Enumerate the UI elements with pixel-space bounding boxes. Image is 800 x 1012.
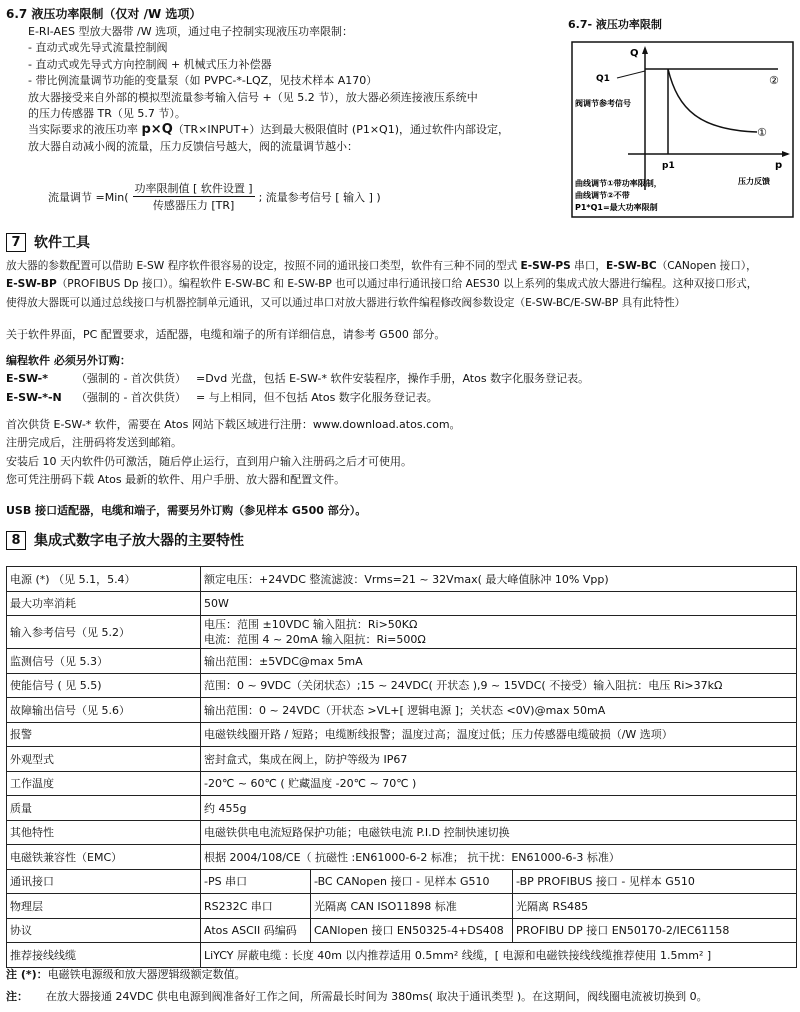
order-row xyxy=(6,389,438,407)
spec-label: 使能信号 ( 见 5.5) xyxy=(7,673,201,698)
note-2 xyxy=(6,988,708,1004)
table-row xyxy=(7,869,797,894)
text: p×Q xyxy=(141,122,173,138)
table-row xyxy=(7,722,797,747)
table-row xyxy=(7,698,797,723)
section-7-heading xyxy=(6,232,90,252)
para-line: 您可凭注册码下载 Atos 最新的软件、用户手册、放大器和配置文件。 xyxy=(6,472,346,486)
legend-line: 曲线调节②不带 xyxy=(575,191,630,200)
table-row xyxy=(7,943,797,968)
table-row xyxy=(7,567,797,592)
curve-1 xyxy=(668,69,757,132)
note-1 xyxy=(6,966,246,982)
section-6-7-body xyxy=(28,24,509,155)
note-label: 注 (*)： xyxy=(6,968,48,981)
para-line xyxy=(6,257,757,275)
table-row xyxy=(7,894,797,919)
order-code: E-SW-* xyxy=(6,372,48,385)
table-row xyxy=(7,820,797,845)
p-label: p xyxy=(775,160,783,171)
intro-line: E-RI-AES 型放大器带 /W 选项，通过电子控制实现液压功率限制： xyxy=(28,25,354,38)
curve-2-label: ② xyxy=(769,74,779,87)
usb-note: USB 接口适配器，电缆和端子，需要另外订购（参见样本 G500 部分）。 xyxy=(6,504,367,517)
spec-label: 报警 xyxy=(7,722,201,747)
spec-label: 通讯接口 xyxy=(7,869,201,894)
spec-value: 光隔离 RS485 xyxy=(513,894,797,919)
text: 串口， xyxy=(570,260,606,272)
specs-table xyxy=(6,566,797,968)
spec-label: 质量 xyxy=(7,796,201,821)
q1-label: Q1 xyxy=(596,74,610,84)
spec-value: 密封盒式，集成在阀上，防护等级为 IP67 xyxy=(201,747,797,772)
note-label: 注： xyxy=(6,990,28,1003)
p1-label: p1 xyxy=(662,161,675,171)
text: （CANopen 接口）， xyxy=(656,260,757,272)
para-line: 使得放大器既可以通过总线接口与机器控制单元通讯，又可以通过串口对放大器进行软件编程修改阀参数设定（E-SW-BC/E-SW-BP 具有此特性） xyxy=(6,296,686,309)
spec-label: 监测信号（见 5.3） xyxy=(7,649,201,674)
numerator: 功率限制值 [ 软件设置 ] xyxy=(134,182,253,195)
ref-signal-label: 阀调节参考信号 xyxy=(575,99,631,108)
spec-label: 最大功率消耗 xyxy=(7,591,201,616)
table-row xyxy=(7,845,797,870)
value-line: 电压：范围 ±10VDC 输入阻抗：Ri>50KΩ xyxy=(204,618,418,631)
intro-line: 放大器自动减小阀的流量，压力反馈信号越大，阀的流量调节越小： xyxy=(28,139,358,153)
table-row xyxy=(7,673,797,698)
spec-value xyxy=(201,616,797,649)
spec-value: 50W xyxy=(201,591,797,616)
text: （PROFIBUS Dp 接口）。编程软件 E-SW-BC 和 E-SW-BP 也可以通过串行通讯接口给 AES30 以上系列的集成式放大器进行编程。这种双接口形式， xyxy=(56,278,758,291)
spec-value: -20℃ ~ 60℃ ( 贮藏温度 -20℃ ~ 70℃ ) xyxy=(201,771,797,796)
formula-rhs: ; 流量参考信号 [ 输入 ] ) xyxy=(258,190,381,204)
order-desc: =Dvd 光盘，包括 E-SW-* 软件安装程序，操作手册，Atos 数字化服务登记表。 xyxy=(196,372,590,385)
intro-line: - 直动式或先导式流量控制阀 xyxy=(28,41,168,55)
text: 当实际要求的液压功率 xyxy=(28,123,142,137)
para-line: 首次供货 E-SW-* 软件，需要在 Atos 网站下载区域进行注册：www.download.atos.com。 xyxy=(6,418,461,431)
spec-value: 电磁铁供电电流短路保护功能；电磁铁电流 P.I.D 控制快速切换 xyxy=(201,820,797,845)
spec-value: PROFIBU DP 接口 EN50170-2/IEC61158 xyxy=(513,918,797,943)
spec-value: CANlopen 接口 EN50325-4+DS408 xyxy=(311,918,513,943)
spec-label: 故障输出信号（见 5.6） xyxy=(7,698,201,723)
text: E-SW-BP xyxy=(6,278,57,291)
spec-label: 协议 xyxy=(7,918,201,943)
section-6-7-title: 6.7 液压功率限制（仅对 /W 选项） xyxy=(6,7,202,21)
spec-value: 额定电压：+24VDC 整流滤波：Vrms=21 ~ 32Vmax( 最大峰值脉冲 10% Vpp) xyxy=(201,567,797,592)
para-line: 安装后 10 天内软件仍可激活，随后停止运行，直到用户输入注册码之后才可使用。 xyxy=(6,454,412,468)
spec-value: 输出范围：±5VDC@max 5mA xyxy=(201,649,797,674)
q-label: Q xyxy=(630,48,639,59)
intro-line: 放大器接受来自外部的模拟型流量参考输入信号 +（见 5.2 节），放大器必须连接液压系统中 xyxy=(28,90,478,104)
table-row xyxy=(7,649,797,674)
spec-value: LiYCY 屏蔽电缆 : 长度 40m 以内推荐适用 0.5mm² 线缆，[ 电源和电磁铁接线线缆推荐使用 1.5mm² ] xyxy=(201,943,797,968)
spec-value: 约 455g xyxy=(201,796,797,821)
text: 放大器的参数配置可以借助 E-SW 程序软件很容易的设定，按照不同的通讯接口类型，软件有三种不同的型式 xyxy=(6,260,521,272)
intro-line: - 直动式或先导式方向控制阀 + 机械式压力补偿器 xyxy=(28,57,272,71)
section-7-paragraph xyxy=(6,257,757,312)
section-8-heading xyxy=(6,530,244,550)
order-code: E-SW-*-N xyxy=(6,391,62,404)
intro-line: - 带比例流量调节功能的变量泵（如 PVPC-*-LQZ，见技术样本 A170） xyxy=(28,74,378,88)
note-text: 在放大器接通 24VDC 供电电源到阀准备好工作之间，所需最长时间为 380ms( 取决于通讯类型 )。在这期间，阀线圈电流被切换到 0。 xyxy=(46,990,708,1003)
section-title: 集成式数字电子放大器的主要特性 xyxy=(34,533,244,549)
text: E-SW-PS xyxy=(520,260,571,272)
intro-line xyxy=(28,122,509,138)
text: E-SW-BC xyxy=(605,260,657,272)
q1-leader xyxy=(617,71,645,78)
table-row xyxy=(7,796,797,821)
value-line: 电流：范围 4 ~ 20mA 输入阻抗：Ri=500Ω xyxy=(204,633,426,646)
section-title: 软件工具 xyxy=(34,235,90,251)
spec-label: 电磁铁兼容性（EMC） xyxy=(7,845,201,870)
order-desc: = 与上相同，但不包括 Atos 数字化服务登记表。 xyxy=(196,391,438,404)
spec-value: 根据 2004/108/CE（ 抗磁性 :EN61000-6-2 标准； 抗干扰：EN61000-6-3 标准） xyxy=(201,845,797,870)
spec-value: RS232C 串口 xyxy=(201,894,311,919)
spec-value: -PS 串口 xyxy=(201,869,311,894)
spec-value: 电磁铁线圈开路 / 短路；电缆断线报警；温度过高；温度过低；压力传感器电缆破损（/W 选项） xyxy=(201,722,797,747)
flow-formula xyxy=(48,180,381,213)
spec-label: 输入参考信号（见 5.2） xyxy=(7,616,201,649)
spec-value: -BC CANopen 接口 - 见样本 G510 xyxy=(311,869,513,894)
spec-value: Atos ASCII 码编码 xyxy=(201,918,311,943)
legend-line: P1*Q1=最大功率限制 xyxy=(575,203,658,212)
order-note: （强制的 - 首次供货） xyxy=(76,372,186,385)
power-limit-diagram xyxy=(570,40,796,220)
para-line xyxy=(6,275,757,293)
order-row xyxy=(6,370,589,388)
table-row xyxy=(7,771,797,796)
spec-value: 光隔离 CAN ISO11898 标准 xyxy=(311,894,513,919)
p-axis-arrow xyxy=(782,151,790,157)
table-row xyxy=(7,591,797,616)
registration-info xyxy=(6,416,461,489)
order-note: （强制的 - 首次供货） xyxy=(76,391,186,404)
formula-lhs: 流量调节 =Min( xyxy=(48,190,129,204)
denominator: 传感器压力 [TR] xyxy=(152,199,235,212)
g500-reference: 关于软件界面，PC 配置要求，适配器，电缆和端子的所有详细信息，请参考 G500 部分。 xyxy=(6,328,446,341)
intro-line: 的压力传感器 TR（见 5.7 节）。 xyxy=(28,107,186,121)
note-text: 电磁铁电源级和放大器逻辑级额定数值。 xyxy=(47,968,246,981)
section-number: 7 xyxy=(6,233,26,252)
spec-label: 其他特性 xyxy=(7,820,201,845)
legend-line: 曲线调节①带功率限制， xyxy=(575,179,662,188)
formula-fraction xyxy=(133,180,255,213)
order-title: 编程软件 必须另外订购： xyxy=(6,354,131,367)
table-row xyxy=(7,747,797,772)
spec-value: 范围：0 ~ 9VDC（关闭状态）;15 ~ 24VDC( 开状态 ),9 ~ 15VDC( 不接受）输入阻抗：电压 Ri>37kΩ xyxy=(201,673,797,698)
pressure-feedback-label: 压力反馈 xyxy=(738,177,770,186)
spec-label: 物理层 xyxy=(7,894,201,919)
para-line: 注册完成后，注册码将发送到邮箱。 xyxy=(6,436,182,450)
section-number: 8 xyxy=(6,531,26,550)
spec-value: -BP PROFIBUS 接口 - 见样本 G510 xyxy=(513,869,797,894)
table-row xyxy=(7,918,797,943)
table-row xyxy=(7,616,797,649)
spec-label: 外观型式 xyxy=(7,747,201,772)
spec-value: 输出范围：0 ~ 24VDC（开状态 >VL+[ 逻辑电源 ]；关状态 <0V)@max 50mA xyxy=(201,698,797,723)
chart-title: 6.7- 液压功率限制 xyxy=(568,18,662,31)
text: （TR×INPUT+）达到最大极限值时 (P1×Q1)，通过软件内部设定， xyxy=(172,123,510,137)
spec-label: 电源 (*) （见 5.1，5.4） xyxy=(7,567,201,592)
spec-label: 推荐接线线缆 xyxy=(7,943,201,968)
curve-1-label: ① xyxy=(757,126,767,139)
spec-label: 工作温度 xyxy=(7,771,201,796)
q-axis-arrow xyxy=(642,46,648,54)
